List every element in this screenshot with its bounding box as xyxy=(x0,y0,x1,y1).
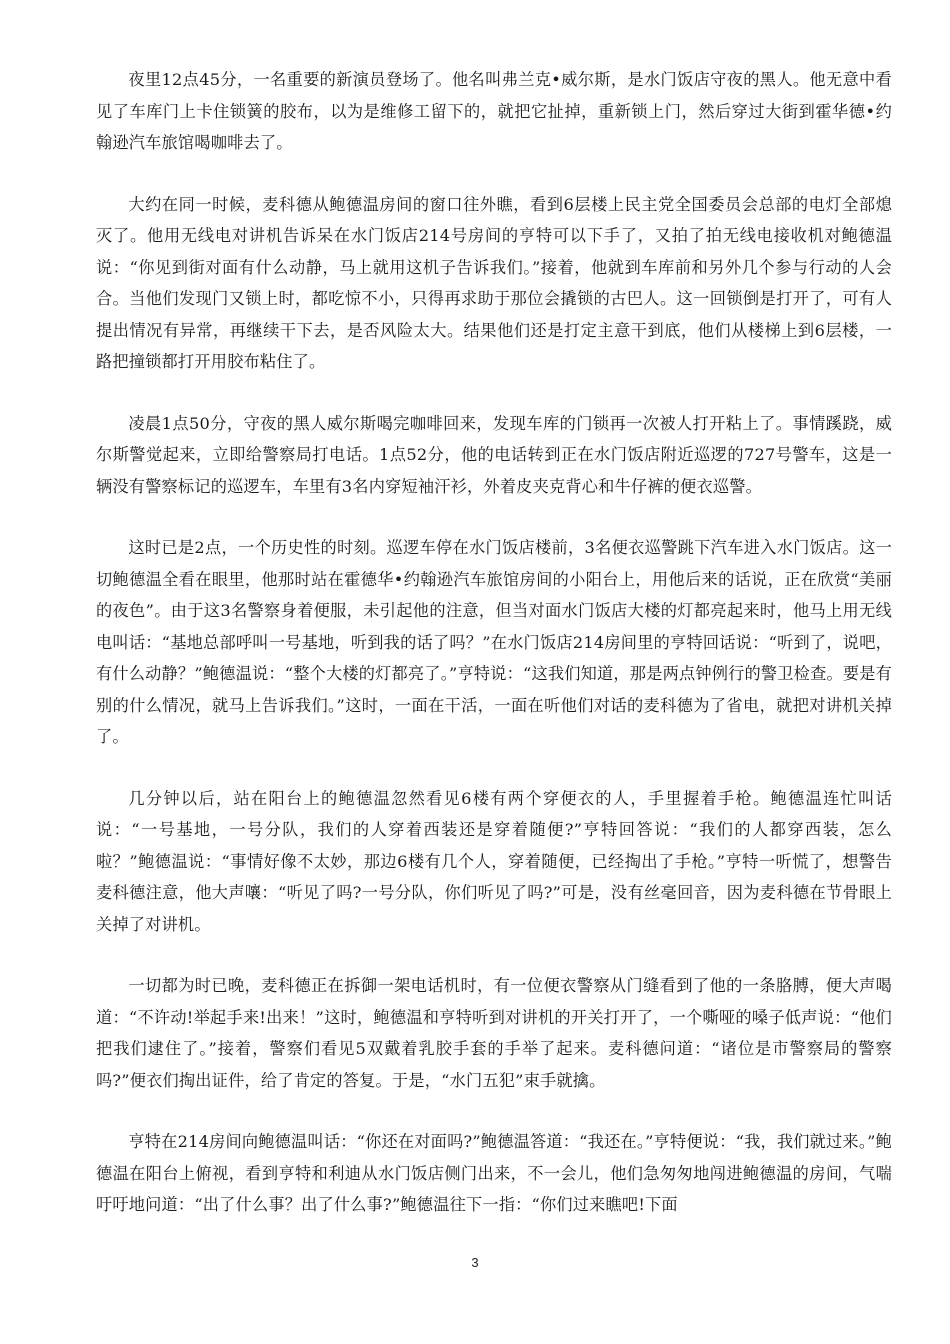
page-number: 3 xyxy=(471,1255,479,1270)
paragraph-3: 凌晨1点50分，守夜的黑人威尔斯喝完咖啡回来，发现车库的门锁再一次被人打开粘上了。事情蹊跷，威尔斯警觉起来，立即给警察局打电话。1点52分，他的电话转到正在水门饭店附近巡逻的727号警车，这是一辆没有警察标记的巡逻车，车里有3名内穿短袖汗衫，外着皮夹克背心和牛仔裤的便衣巡警。 xyxy=(96,413,892,496)
paragraph-4: 这时已是2点，一个历史性的时刻。巡逻车停在水门饭店楼前，3名便衣巡警跳下汽车进入水门饭店。这一切鲍德温全看在眼里，他那时站在霍德华•约翰逊汽车旅馆房间的小阳台上，用他后来的话说，正在欣赏“美丽的夜色”。由于这3名警察身着便服，未引起他的注意，但当对面水门饭店大楼的灯都亮起来时，他马上用无线电叫话：“基地总部呼叫一号基地，听到我的话了吗？”在水门饭店214房间里的亨特回话说：“听到了，说吧，有什么动静？”鲍德温说：“整个大楼的灯都亮了。”亨特说：“这我们知道，那是两点钟例行的警卫检查。要是有别的什么情况，就马上告诉我们。”这时，一面在干活，一面在听他们对话的麦科德为了省电，就把对讲机关掉了。 xyxy=(96,538,893,746)
paragraph-1: 夜里12点45分，一名重要的新演员登场了。他名叫弗兰克•威尔斯，是水门饭店守夜的黑人。他无意中看见了车库门上卡住锁簧的胶布，以为是维修工留下的，就把它扯掉，重新锁上门，然后穿过大街到霍华德•约翰逊汽车旅馆喝咖啡去了。 xyxy=(96,70,892,152)
paragraph-6: 一切都为时已晚，麦科德正在拆御一架电话机时，有一位便衣警察从门缝看到了他的一条胳膊，便大声喝道：“不许动!举起手来!出来！”这时，鲍德温和亨特听到对讲机的开关打开了，一个嘶哑的嗓子低声说：“他们把我们逮住了。”接着，警察们看见5双戴着乳胶手套的手举了起来。麦科德问道：“诸位是市警察局的警察吗?”便衣们掏出证件，给了肯定的答复。于是，“水门五犯”束手就擒。 xyxy=(96,976,892,1090)
paragraph-2: 大约在同一时候，麦科德从鲍德温房间的窗口往外瞧，看到6层楼上民主党全国委员会总部的电灯全部熄灭了。他用无线电对讲机告诉呆在水门饭店214号房间的亨特可以下手了，又拍了拍无线电接收机对鲍德温说：“你见到街对面有什么动静，马上就用这机子告诉我们。”接着，他就到车库前和另外几个参与行动的人会合。当他们发现门又锁上时，都吃惊不小，只得再求助于那位会撬锁的古巴人。这一回锁倒是打开了，可有人提出情况有异常，再继续干下去，是否风险太大。结果他们还是打定主意干到底，他们从楼梯上到6层楼，一路把撞锁都打开用胶布粘住了。 xyxy=(96,194,892,371)
document-body xyxy=(96,64,892,1251)
paragraph-7: 亨特在214房间向鲍德温叫话：“你还在对面吗?”鲍德温答道：“我还在。”亨特便说：“我，我们就过来。”鲍德温在阳台上俯视，看到亨特和利迪从水门饭店侧门出来，不一会儿，他们急匆匆地闯进鲍德温的房间，气喘吁吁地问道：“出了什么事？出了什么事?”鲍德温往下一指：“你们过来瞧吧!下面 xyxy=(96,1132,892,1214)
paragraph-5: 几分钟以后，站在阳台上的鲍德温忽然看见6楼有两个穿便衣的人，手里握着手枪。鲍德温连忙叫话说：“一号基地，一号分队，我们的人穿着西装还是穿着随便?”亨特回答说：“我们的人都穿西装，怎么啦？”鲍德温说：“事情好像不太妙，那边6楼有几个人，穿着随便，已经掏出了手枪。”亨特一听慌了，想警告麦科德注意，他大声嚷：“听见了吗?一号分队，你们听见了吗?”可是，没有丝毫回音，因为麦科德在节骨眼上关掉了对讲机。 xyxy=(96,788,892,934)
